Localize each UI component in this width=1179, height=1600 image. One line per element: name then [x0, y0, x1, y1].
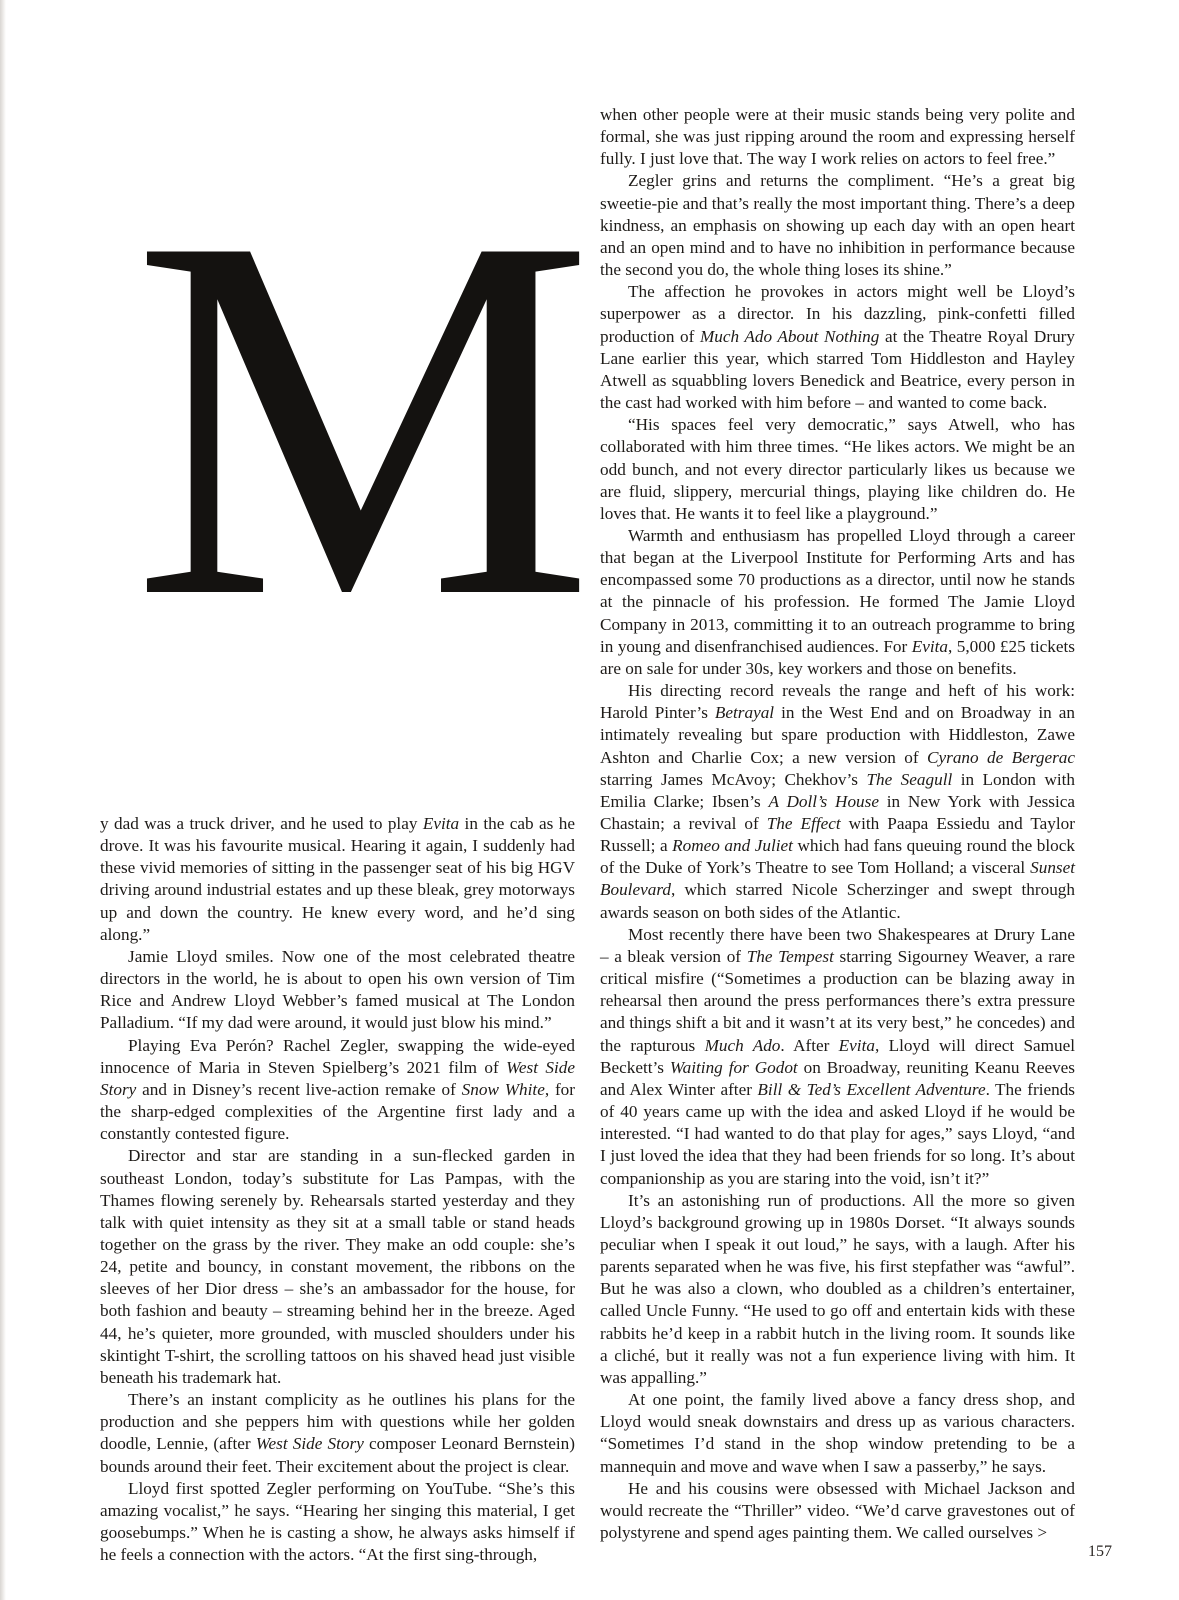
body-text: At one point, the family lived above a fancy dress shop, and Lloyd would sneak downstairs and dress up as various characters. “Sometimes I’d stand in the shop window pretending to be a mannequin and move and wave when I saw a passerby,” he says. [600, 1390, 1075, 1476]
article-paragraph [100, 1145, 575, 1389]
article-paragraph [100, 1035, 575, 1146]
article-paragraph [600, 680, 1075, 924]
body-text: “His spaces feel very democratic,” says Atwell, who has collaborated with him three times. “He likes actors. We might be an odd bunch, and not every director particularly likes us because we are fluid, slippery, mercurial things, playing like children do. He loves that. He wants it to feel like a playground.” [600, 415, 1075, 523]
article-paragraph [100, 946, 575, 1035]
article-paragraph [600, 1389, 1075, 1478]
body-text: in the West End and on Broadway in an intimately revealing but spare production with Hiddleston, Zawe Ashton and Charlie Cox; a new version of [600, 703, 1075, 767]
body-text: He and his cousins were obsessed with Michael Jackson and would recreate the “Thriller” video. “We’d carve gravestones out of polystyrene and spend ages painting them. We called ourselves > [600, 1478, 1075, 1542]
article-paragraph [600, 104, 1075, 170]
body-text: Most recently there have been two Shakespeares at Drury Lane – a bleak version of [600, 924, 1075, 966]
italic-title-text: Much Ado [704, 1035, 781, 1055]
italic-title-text: Betrayal [714, 703, 775, 723]
body-text: in the cab as he drove. It was his favourite musical. Hearing it again, I suddenly had these vivid memories of sitting in the passenger seat of his big HGV driving around industrial estates and up these bleak, grey motorways up and down the country. He knew every word, and he’d sing along.” [100, 814, 575, 944]
italic-title-text: Evita [838, 1035, 875, 1055]
article-paragraph [600, 281, 1075, 414]
body-text: starring Sigourney Weaver, a rare critical misfire (“Sometimes a production can be blazing away in rehearsal then around the press performances there’s extra pressure and things shift a bit and it wasn’t at its very best,” he concedes) and the rapturous [600, 946, 1075, 1055]
body-text: in London with Emilia Clarke; Ibsen’s [600, 769, 1075, 811]
drop-cap: M [132, 130, 589, 705]
article-paragraph [600, 924, 1075, 1190]
body-text: with Paapa Essiedu and Taylor Russell; a [600, 814, 1075, 856]
body-text: There’s an instant complicity as he outlines his plans for the production and she peppers him with questions while her golden doodle, Lennie, (after [100, 1390, 575, 1454]
body-text: Warmth and enthusiasm has propelled Lloyd through a career that began at the Liverpool Institute for Performing Arts and has encompassed some 70 productions as a director, until now he stands at the pinnacle of his profession. He formed The Jamie Lloyd Company in 2013, committing it to an outreach programme to bring in young and disenfranchised audiences. For [600, 525, 1075, 656]
body-text: The affection he provokes in actors might well be Lloyd’s superpower as a director. In his dazzling, pink-confetti filled production of [600, 282, 1075, 346]
body-text: in New York with Jessica Chastain; a revival of [600, 791, 1075, 833]
italic-title-text: Sunset Boulevard [600, 858, 1075, 900]
body-text: and in Disney’s recent live-action remake of [136, 1079, 462, 1099]
article-column-left [100, 813, 575, 1566]
body-text: which had fans queuing round the block of the Duke of York’s Theatre to see Tom Holland; a visceral [600, 836, 1075, 878]
body-text: Lloyd first spotted Zegler performing on YouTube. “She’s this amazing vocalist,” he says. “Hearing her singing this material, I get goosebumps.” When he is casting a show, he always asks himself if he feels a connection with the actors. “At the first sing-through, [100, 1478, 575, 1565]
body-text: Director and star are standing in a sun-flecked garden in southeast London, today’s substitute for Las Pampas, with the Thames flowing serenely by. Rehearsals started yesterday and they talk with quiet intensity as they sit at a small table or stand heads together on the grass by the river. They make an odd couple: she’s 24, petite and bouncy, in constant movement, the ribbons on the sleeves of her Dior dress – she’s an ambassador for the house, for both fashion and beauty – streaming behind her in the breeze. Aged 44, he’s quieter, more grounded, with muscled shoulders under his skintight T-shirt, the scrolling tattoos on his shaved head just visible beneath his trademark hat. [100, 1146, 575, 1387]
article-paragraph [100, 813, 575, 946]
italic-title-text: Cyrano de Bergerac [927, 747, 1075, 767]
article-column-right [600, 104, 1075, 1544]
article-paragraph [100, 1389, 575, 1478]
body-text: at the Theatre Royal Drury Lane earlier this year, which starred Tom Hiddleston and Hayley Atwell as squabbling lovers Benedick and Beatrice, every person in the cast had worked with him before – and wanted to come back. [600, 326, 1075, 413]
body-text: Zegler grins and returns the compliment. “He’s a great big sweetie-pie and that’s really the most important thing. There’s a deep kindness, an emphasis on showing up each day with an open heart and an open mind and to have no inhibition in performance because the second you do, the whole thing loses its shine.” [600, 171, 1075, 280]
body-text: , Lloyd will direct Samuel Beckett’s [600, 1035, 1076, 1077]
italic-title-text: Evita [422, 814, 460, 833]
article-paragraph [600, 414, 1075, 525]
article-paragraph [600, 525, 1075, 680]
body-text: , which starred Nicole Scherzinger and swept through awards season on both sides of the Atlantic. [600, 880, 1075, 922]
article-paragraph [600, 170, 1075, 281]
page-edge-shadow [0, 0, 6, 1600]
italic-title-text: A Doll’s House [768, 791, 879, 811]
body-text: . The friends of 40 years came up with the idea and asked Lloyd if he would be interested. “I had wanted to do that play for ages,” says Lloyd, “and I just loved the idea that they had been friends for so long. It’s about companionship as you are staring into the void, isn’t it?” [600, 1079, 1075, 1188]
body-text: composer Leonard Bernstein) bounds around their feet. Their excitement about the project is clear. [100, 1434, 575, 1476]
italic-title-text: Evita [911, 636, 948, 656]
italic-title-text: The Tempest [746, 946, 834, 966]
body-text: when other people were at their music stands being very polite and formal, she was just ripping around the room and expressing herself fully. I just love that. The way I work relies on actors to feel free.” [600, 105, 1075, 169]
body-text: Jamie Lloyd smiles. Now one of the most celebrated theatre directors in the world, he is about to open his own version of Tim Rice and Andrew Lloyd Webber’s famed musical at The London Palladium. “If my dad were around, it would just blow his mind.” [100, 946, 575, 1033]
italic-title-text: Snow White [461, 1079, 545, 1099]
body-text: It’s an astonishing run of productions. All the more so given Lloyd’s background growing up in 1980s Dorset. “It always sounds peculiar when I speak it out loud,” he says, with a laugh. After his parents separated when he was five, his first stepfather was “awful”. But he was also a clown, who doubled as a children’s entertainer, called Uncle Funny. “He used to go off and entertain kids with these rabbits he’d keep in a rabbit hutch in the living room. It sounds like a cliché, but it really was not a fun experience living with him. It was appalling.” [600, 1190, 1075, 1387]
italic-title-text: West Side Story [255, 1434, 364, 1454]
body-text: y dad was a truck driver, and he used to play [100, 814, 423, 833]
body-text: His directing record reveals the range and heft of his work: Harold Pinter’s [600, 681, 1075, 723]
italic-title-text: The Effect [766, 814, 841, 833]
article-paragraph [600, 1478, 1075, 1544]
body-text: . After [780, 1035, 839, 1055]
italic-title-text: West Side Story [100, 1057, 575, 1099]
body-text: Playing Eva Perón? Rachel Zegler, swapping the wide-eyed innocence of Maria in Steven Spielberg’s 2021 film of [100, 1035, 575, 1077]
article-paragraph [600, 1190, 1075, 1389]
article-paragraph [100, 1478, 575, 1567]
body-text: starring James McAvoy; Chekhov’s [600, 769, 867, 789]
italic-title-text: The Seagull [866, 769, 953, 789]
body-text: , 5,000 £25 tickets are on sale for under 30s, key workers and those on benefits. [600, 636, 1075, 678]
italic-title-text: Much Ado About Nothing [699, 326, 880, 346]
page-number: 157 [1088, 1543, 1112, 1560]
body-text: , for the sharp-edged complexities of the Argentine first lady and a constantly contested figure. [100, 1079, 575, 1144]
italic-title-text: Romeo and Juliet [672, 836, 793, 856]
body-text: on Broadway, reuniting Keanu Reeves and Alex Winter after [600, 1057, 1075, 1099]
italic-title-text: Waiting for Godot [669, 1057, 798, 1077]
italic-title-text: Bill & Ted’s Excellent Adventure [757, 1079, 986, 1099]
